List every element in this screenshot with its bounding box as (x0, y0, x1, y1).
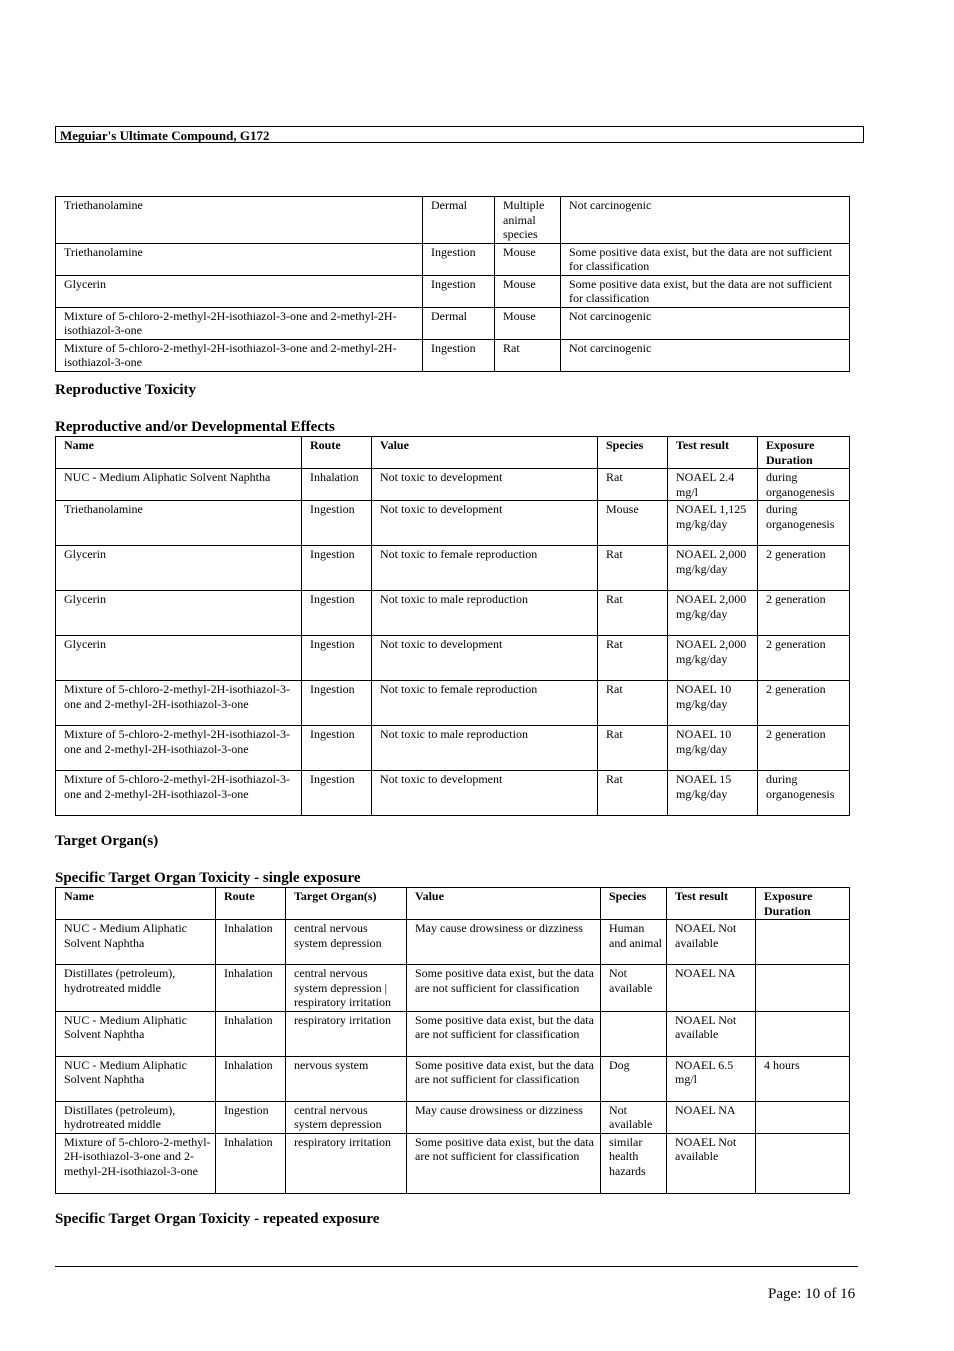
table-cell: during organogenesis (758, 469, 850, 501)
table-cell: Some positive data exist, but the data are not sufficient for classification (407, 965, 601, 1012)
table-cell: Ingestion (216, 1101, 286, 1133)
carcinogenicity-table (55, 196, 850, 372)
table-cell: Mouse (495, 243, 561, 275)
column-header-exposure-duration: Exposure Duration (756, 888, 850, 920)
table-cell: NUC - Medium Aliphatic Solvent Naphtha (56, 920, 216, 965)
table-cell: NOAEL 2,000 mg/kg/day (668, 591, 758, 636)
table-cell: NOAEL Not available (667, 920, 756, 965)
table-cell: Not toxic to development (372, 501, 598, 546)
table-row (56, 469, 850, 501)
column-header-exposure-duration: Exposure Duration (758, 437, 850, 469)
table-cell: central nervous system depression (286, 1101, 407, 1133)
table-cell: Rat (598, 726, 668, 771)
table-row (56, 546, 850, 591)
table-cell (601, 1011, 667, 1056)
table-cell: NOAEL NA (667, 1101, 756, 1133)
table-cell: Rat (598, 636, 668, 681)
table-cell: Not toxic to development (372, 469, 598, 501)
product-header: Meguiar's Ultimate Compound, G172 (55, 126, 864, 143)
table-cell: Not carcinogenic (561, 197, 850, 244)
table-cell: Triethanolamine (56, 501, 302, 546)
table-cell: Ingestion (302, 546, 372, 591)
table-cell: Ingestion (302, 591, 372, 636)
table-header-row (56, 437, 850, 469)
table-cell: Mixture of 5-chloro-2-methyl-2H-isothiazol-3-one and 2-methyl-2H-isothiazol-3-one (56, 339, 423, 371)
column-header-name: Name (56, 888, 216, 920)
column-header-route: Route (216, 888, 286, 920)
page-number: Page: 10 of 16 (768, 1286, 856, 1302)
table-row (56, 636, 850, 681)
table-row (56, 275, 850, 307)
table-cell: Not toxic to male reproduction (372, 726, 598, 771)
table-cell: Inhalation (216, 1011, 286, 1056)
column-header-species: Species (601, 888, 667, 920)
table-cell: central nervous system depression | respiratory irritation (286, 965, 407, 1012)
table-cell: Ingestion (423, 339, 495, 371)
table-cell (756, 1011, 850, 1056)
table-cell: NOAEL 15 mg/kg/day (668, 771, 758, 816)
table-cell: Not available (601, 965, 667, 1012)
table-cell: NUC - Medium Aliphatic Solvent Naphtha (56, 469, 302, 501)
table-cell: Distillates (petroleum), hydrotreated middle (56, 965, 216, 1012)
table-cell: Rat (598, 546, 668, 591)
table-cell: NOAEL 6.5 mg/l (667, 1056, 756, 1101)
table-cell: Some positive data exist, but the data are not sufficient for classification (561, 243, 850, 275)
column-header-value: Value (372, 437, 598, 469)
table-cell: Glycerin (56, 546, 302, 591)
column-header-target-organs: Target Organ(s) (286, 888, 407, 920)
table-cell (756, 920, 850, 965)
table-cell: Glycerin (56, 275, 423, 307)
table-cell: Not toxic to female reproduction (372, 546, 598, 591)
table-cell: NOAEL 2.4 mg/l (668, 469, 758, 501)
table-cell: NOAEL Not available (667, 1133, 756, 1193)
table-cell: NOAEL NA (667, 965, 756, 1012)
table-cell: NOAEL 1,125 mg/kg/day (668, 501, 758, 546)
table-cell: 2 generation (758, 636, 850, 681)
table-cell: May cause drowsiness or dizziness (407, 920, 601, 965)
table-cell: Not toxic to male reproduction (372, 591, 598, 636)
reproductive-effects-subheading: Reproductive and/or Developmental Effects (55, 419, 335, 435)
table-cell: Some positive data exist, but the data are not sufficient for classification (561, 275, 850, 307)
table-cell: nervous system (286, 1056, 407, 1101)
table-row (56, 243, 850, 275)
table-row (56, 1101, 850, 1133)
table-cell: Rat (495, 339, 561, 371)
table-cell: respiratory irritation (286, 1133, 407, 1193)
table-cell: Some positive data exist, but the data are not sufficient for classification (407, 1056, 601, 1101)
table-cell: Inhalation (216, 920, 286, 965)
table-cell: Rat (598, 591, 668, 636)
table-row (56, 1133, 850, 1193)
table-cell: NOAEL 2,000 mg/kg/day (668, 546, 758, 591)
table-cell: Not toxic to female reproduction (372, 681, 598, 726)
target-organ-table (55, 887, 850, 1194)
table-cell: Ingestion (302, 636, 372, 681)
table-cell: Not toxic to development (372, 636, 598, 681)
table-cell: Glycerin (56, 591, 302, 636)
table-cell: Ingestion (302, 681, 372, 726)
table-cell: Ingestion (423, 243, 495, 275)
table-row (56, 920, 850, 965)
table-row (56, 307, 850, 339)
target-organs-heading: Target Organ(s) (55, 833, 159, 849)
column-header-species: Species (598, 437, 668, 469)
table-cell: Triethanolamine (56, 243, 423, 275)
table-cell (756, 1101, 850, 1133)
table-cell: 2 generation (758, 681, 850, 726)
carcinogenicity-table-body (56, 197, 850, 372)
table-cell: Mixture of 5-chloro-2-methyl-2H-isothiazol-3-one and 2-methyl-2H-isothiazol-3-one (56, 681, 302, 726)
table-row (56, 591, 850, 636)
table-cell: Mixture of 5-chloro-2-methyl-2H-isothiazol-3-one and 2-methyl-2H-isothiazol-3-one (56, 307, 423, 339)
column-header-test-result: Test result (667, 888, 756, 920)
table-cell: NOAEL 10 mg/kg/day (668, 681, 758, 726)
table-cell: Ingestion (302, 501, 372, 546)
table-cell: Inhalation (216, 1056, 286, 1101)
footer-divider (55, 1266, 858, 1267)
table-cell: Mouse (495, 275, 561, 307)
column-header-route: Route (302, 437, 372, 469)
table-cell: NOAEL 10 mg/kg/day (668, 726, 758, 771)
table-cell: Ingestion (302, 771, 372, 816)
table-cell (756, 965, 850, 1012)
table-cell: Inhalation (216, 1133, 286, 1193)
table-row (56, 681, 850, 726)
table-row (56, 1056, 850, 1101)
table-cell: respiratory irritation (286, 1011, 407, 1056)
table-row (56, 771, 850, 816)
table-cell: Not carcinogenic (561, 307, 850, 339)
table-row (56, 501, 850, 546)
table-cell: Distillates (petroleum), hydrotreated middle (56, 1101, 216, 1133)
reproductive-table (55, 436, 850, 816)
table-cell: during organogenesis (758, 771, 850, 816)
table-cell: Some positive data exist, but the data are not sufficient for classification (407, 1011, 601, 1056)
table-cell: NOAEL 2,000 mg/kg/day (668, 636, 758, 681)
table-cell: similar health hazards (601, 1133, 667, 1193)
column-header-name: Name (56, 437, 302, 469)
table-row (56, 197, 850, 244)
table-cell: Mouse (495, 307, 561, 339)
table-cell (756, 1133, 850, 1193)
column-header-test-result: Test result (668, 437, 758, 469)
table-cell: Not toxic to development (372, 771, 598, 816)
table-cell: Mixture of 5-chloro-2-methyl-2H-isothiazol-3-one and 2-methyl-2H-isothiazol-3-one (56, 771, 302, 816)
table-cell: Glycerin (56, 636, 302, 681)
table-cell: NOAEL Not available (667, 1011, 756, 1056)
table-row (56, 726, 850, 771)
table-cell: Inhalation (302, 469, 372, 501)
table-cell: Dermal (423, 197, 495, 244)
table-cell: Dermal (423, 307, 495, 339)
repeated-exposure-heading: Specific Target Organ Toxicity - repeated exposure (55, 1211, 380, 1227)
table-row (56, 965, 850, 1012)
table-cell: Human and animal (601, 920, 667, 965)
table-cell: 4 hours (756, 1056, 850, 1101)
table-header-row (56, 888, 850, 920)
table-cell: Rat (598, 681, 668, 726)
reproductive-toxicity-heading: Reproductive Toxicity (55, 382, 196, 398)
table-cell: Multiple animal species (495, 197, 561, 244)
column-header-value: Value (407, 888, 601, 920)
table-cell: Inhalation (216, 965, 286, 1012)
single-exposure-subheading: Specific Target Organ Toxicity - single exposure (55, 870, 361, 886)
table-cell: Ingestion (423, 275, 495, 307)
table-cell: May cause drowsiness or dizziness (407, 1101, 601, 1133)
table-cell: Not available (601, 1101, 667, 1133)
table-cell: Triethanolamine (56, 197, 423, 244)
table-cell: NUC - Medium Aliphatic Solvent Naphtha (56, 1011, 216, 1056)
table-row (56, 339, 850, 371)
table-cell: Ingestion (302, 726, 372, 771)
table-row (56, 1011, 850, 1056)
table-cell: Rat (598, 469, 668, 501)
table-cell: 2 generation (758, 591, 850, 636)
table-cell: central nervous system depression (286, 920, 407, 965)
table-cell: Mixture of 5-chloro-2-methyl-2H-isothiazol-3-one and 2-methyl-2H-isothiazol-3-one (56, 1133, 216, 1193)
table-cell: Rat (598, 771, 668, 816)
table-cell: NUC - Medium Aliphatic Solvent Naphtha (56, 1056, 216, 1101)
table-cell: Not carcinogenic (561, 339, 850, 371)
table-cell: Mixture of 5-chloro-2-methyl-2H-isothiazol-3-one and 2-methyl-2H-isothiazol-3-one (56, 726, 302, 771)
table-cell: during organogenesis (758, 501, 850, 546)
table-cell: 2 generation (758, 546, 850, 591)
table-cell: Dog (601, 1056, 667, 1101)
table-cell: 2 generation (758, 726, 850, 771)
table-cell: Some positive data exist, but the data are not sufficient for classification (407, 1133, 601, 1193)
table-cell: Mouse (598, 501, 668, 546)
